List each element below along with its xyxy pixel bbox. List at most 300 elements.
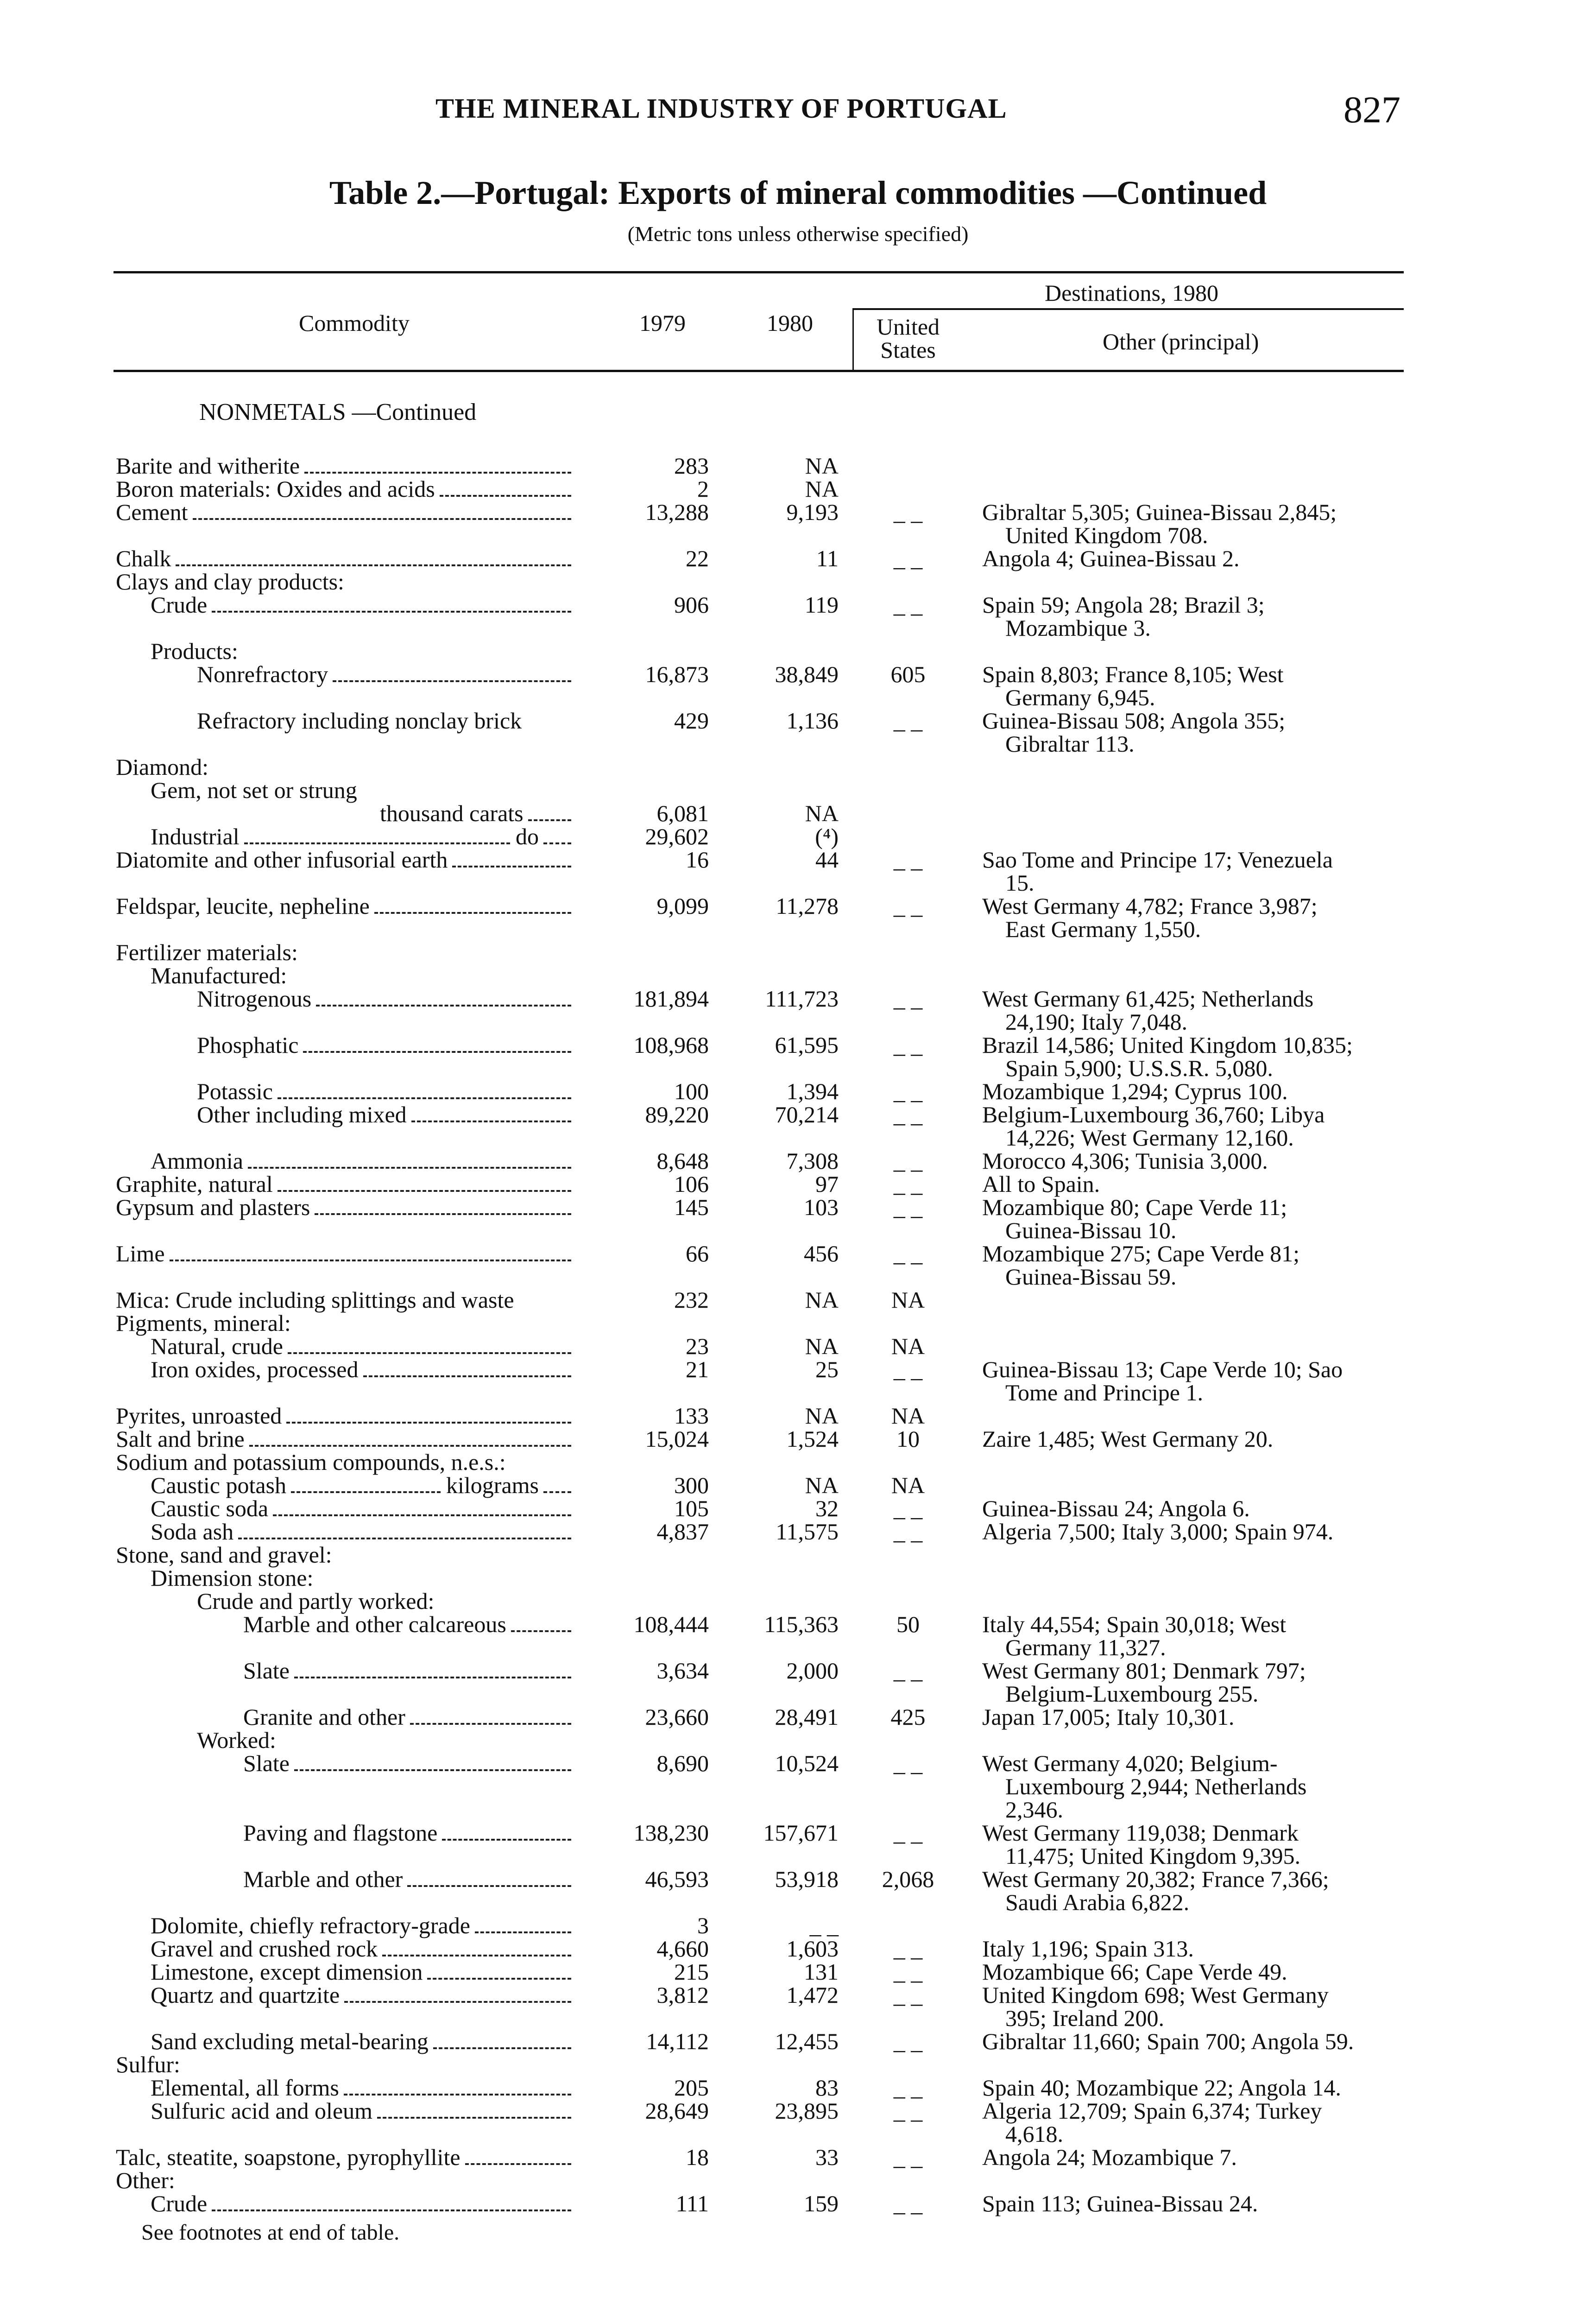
destination-line: Germany 6,945. [1005,684,1155,710]
dot-leader [278,1082,571,1099]
commodity-cell [116,1288,577,1311]
dot-leader [333,665,571,682]
other-destinations [982,1868,1445,1914]
destination-line: Japan 17,005; Italy 10,301. [982,1704,1235,1730]
commodity-label: Nonrefractory [197,661,328,687]
commodity-label: Other including mixed [197,1102,407,1127]
commodity-cell [151,2099,577,2122]
destination-line: Morocco 4,306; Tunisia 3,000. [982,1148,1268,1174]
commodity-cell [116,477,577,500]
table-footnote: See footnotes at end of table. [141,2220,400,2245]
other-destinations [982,1821,1445,1868]
table-row [0,2098,1596,2147]
commodity-cell [116,1242,577,1265]
value-1979: 2 [697,476,709,502]
commodity-cell [151,1520,577,1543]
value-1979: 105 [674,1495,709,1521]
commodity-cell [116,1196,577,1219]
value-united-states: _ _ [893,2190,923,2216]
commodity-cell [243,1821,577,1844]
commodity-label: Sodium and potassium compounds, n.e.s.: [116,1449,506,1475]
value-1979: 906 [674,592,709,618]
value-1980: 159 [804,2190,839,2216]
commodity-cell [116,500,577,524]
commodity-cell [151,1474,577,1497]
value-united-states: _ _ [893,1495,923,1521]
value-1980: 456 [804,1241,839,1266]
value-united-states: _ _ [893,847,923,873]
destination-line: Guinea-Bissau 10. [1005,1217,1177,1243]
destination-line: East Germany 1,550. [1005,916,1201,942]
value-1980: 131 [804,1959,839,1985]
destination-line: Spain 8,803; France 8,105; West [982,661,1284,687]
value-united-states: 605 [890,661,926,687]
destination-line: 2,346. [1005,1797,1063,1823]
commodity-cell [243,1613,577,1636]
value-1979: 232 [674,1287,709,1313]
dot-leader [273,1499,571,1516]
destination-line: Gibraltar 113. [1005,731,1135,757]
unit-label: do [516,823,539,849]
other-destinations [982,663,1445,709]
dot-leader [212,2194,571,2211]
value-1980: 83 [815,2075,839,2101]
value-1979: 46,593 [645,1866,709,1892]
value-1980: 28,491 [775,1704,839,1730]
commodity-cell [197,1080,577,1103]
dot-leader [294,1754,571,1771]
other-destinations [982,2076,1445,2099]
commodity-cell [151,1335,577,1358]
destination-line: 4,618. [1005,2121,1063,2147]
dot-leader [475,1916,571,1933]
destination-line: Saudi Arabia 6,822. [1005,1889,1190,1915]
commodity-cell [116,1450,506,1474]
value-1979: 66 [686,1241,709,1266]
col-header-destinations: Destinations, 1980 [1045,280,1218,306]
other-destinations [982,709,1445,755]
destination-line: 14,226; West Germany 12,160. [1005,1125,1294,1151]
dot-leader [433,2032,571,2049]
value-1980: 38,849 [775,661,839,687]
other-destinations [982,500,1445,547]
commodity-label: Phosphatic [197,1032,299,1058]
value-1980: NA [805,1472,839,1498]
other-destinations [982,1983,1445,2030]
commodity-label: Marble and other calcareous [243,1611,506,1637]
commodity-cell [151,1914,577,1937]
dot-leader [374,896,571,914]
col-header-united-states-line2: States [880,337,936,363]
dot-leader [244,827,510,844]
table-row [0,1982,1596,2031]
col-header-commodity: Commodity [299,310,410,336]
value-1979: 3 [697,1912,709,1938]
dot-leader [511,1614,571,1632]
other-destinations [982,593,1445,639]
other-destinations [982,1705,1445,1728]
value-1980: 1,472 [786,1982,839,2008]
value-united-states: _ _ [893,1750,923,1776]
commodity-label: Elemental, all forms [151,2075,339,2101]
dot-leader [176,549,571,566]
value-1980: 11,575 [776,1519,839,1545]
destination-line: Mozambique 3. [1005,615,1151,641]
destination-line: Mozambique 275; Cape Verde 81; [982,1241,1300,1266]
other-destinations [982,1427,1445,1450]
value-united-states: _ _ [893,1658,923,1684]
destination-line: Algeria 12,709; Spain 6,374; Turkey [982,2098,1322,2124]
commodity-cell [116,2169,175,2192]
value-united-states: _ _ [893,1171,923,1197]
table-row [0,592,1596,641]
destination-line: Brazil 14,586; United Kingdom 10,835; [982,1032,1353,1058]
dot-leader [543,1475,571,1493]
value-1980: 157,671 [763,1820,839,1846]
value-1980: 1,524 [786,1426,839,1452]
table-title: Table 2.—Portugal: Exports of mineral commodities —Continued [329,174,1267,211]
dot-leader [465,2147,571,2165]
other-destinations [982,1196,1445,1242]
dot-leader [528,804,571,821]
commodity-label: Cement [116,499,188,525]
value-1979: 9,099 [656,893,709,919]
dot-leader [377,2101,571,2119]
commodity-cell [243,1705,577,1728]
commodity-label: Nitrogenous [197,986,312,1012]
value-1979: 106 [674,1171,709,1197]
col-header-1980: 1980 [767,310,813,336]
commodity-cell [116,1172,577,1196]
dot-leader [249,1429,571,1447]
table-row [0,1032,1596,1081]
destination-line: United Kingdom 708. [1005,522,1208,548]
value-1979: 15,024 [645,1426,709,1452]
value-united-states: _ _ [893,1241,923,1266]
destination-line: West Germany 20,382; France 7,366; [982,1866,1329,1892]
value-1979: 145 [674,1194,709,1220]
table-subtitle: (Metric tons unless otherwise specified) [627,222,969,246]
commodity-label: Marble and other [243,1866,403,1892]
value-united-states: _ _ [893,1078,923,1104]
value-1979: 8,690 [656,1750,709,1776]
commodity-label: Worked: [197,1727,276,1753]
table-row [0,1356,1596,1405]
value-1980: NA [805,1287,839,1313]
other-destinations [982,1358,1445,1404]
value-united-states: _ _ [893,1032,923,1058]
value-1980: 1,603 [786,1936,839,1962]
other-destinations [982,987,1445,1033]
commodity-cell [151,779,357,802]
other-destinations [982,2192,1445,2215]
destination-line: West Germany 119,038; Denmark [982,1820,1299,1846]
value-united-states: _ _ [893,1356,923,1382]
commodity-cell [116,2146,577,2169]
value-1980: 97 [815,1171,839,1197]
dot-leader [286,1406,571,1424]
value-1979: 205 [674,2075,709,2101]
value-united-states: _ _ [893,1982,923,2008]
other-destinations [982,1242,1445,1288]
other-destinations [982,1080,1445,1103]
commodity-cell [116,1404,577,1427]
destination-line: All to Spain. [982,1171,1100,1197]
destination-line: Algeria 7,500; Italy 3,000; Spain 974. [982,1519,1334,1545]
destination-line: Italy 44,554; Spain 30,018; West [982,1611,1287,1637]
commodity-label: Potassic [197,1078,273,1104]
commodity-label: Caustic soda [151,1495,269,1521]
destination-line: Italy 1,196; Spain 313. [982,1936,1194,1962]
commodity-cell [116,941,298,964]
commodity-label: Sand excluding metal-bearing [151,2028,429,2054]
value-1980: 23,895 [775,2098,839,2124]
other-destinations [982,547,1445,570]
commodity-cell [197,1103,577,1126]
other-destinations [982,1497,1445,1520]
dot-leader [291,1475,441,1493]
value-1979: 21 [686,1356,709,1382]
commodity-cell [197,987,577,1010]
commodity-label: Industrial [151,823,240,849]
destination-line: West Germany 801; Denmark 797; [982,1658,1306,1684]
value-united-states: _ _ [893,2144,923,2170]
value-united-states: NA [891,1287,925,1313]
commodity-cell [151,1566,313,1589]
other-destinations [982,1659,1445,1705]
commodity-cell [151,2192,577,2215]
col-header-united-states-line1: United [876,314,940,340]
other-destinations [982,1149,1445,1172]
commodity-label: Sulfur: [116,2051,180,2077]
commodity-label: Iron oxides, processed [151,1356,359,1382]
commodity-cell [151,639,238,663]
destination-line: Luxembourg 2,944; Netherlands [1005,1773,1307,1799]
destination-line: Belgium-Luxembourg 255. [1005,1681,1259,1707]
value-1979: 6,081 [656,800,709,826]
dot-leader [427,1962,571,1980]
table-row [0,1194,1596,1243]
dot-leader [410,1707,571,1725]
dot-leader [363,1360,572,1377]
value-1980: NA [805,1333,839,1359]
commodity-label: Fertilizer materials: [116,939,298,965]
commodity-cell [197,1728,276,1752]
commodity-label: Feldspar, leucite, nepheline [116,893,370,919]
value-1980: 10,524 [775,1750,839,1776]
value-united-states: _ _ [893,1194,923,1220]
other-destinations [982,848,1445,894]
value-1979: 429 [674,708,709,734]
commodity-label: Other: [116,2167,175,2193]
dot-leader [440,479,571,497]
value-united-states: _ _ [893,545,923,571]
dot-leader [382,1939,571,1956]
dot-leader [238,1522,571,1539]
value-1980: 44 [815,847,839,873]
destination-line: Mozambique 80; Cape Verde 11; [982,1194,1287,1220]
dot-leader [304,456,571,474]
other-destinations [982,1752,1445,1821]
commodity-label: Slate [243,1750,290,1776]
destination-line: Gibraltar 5,305; Guinea-Bissau 2,845; [982,499,1337,525]
table-row [0,1866,1596,1915]
col-header-other: Other (principal) [1103,329,1259,355]
value-1979: 13,288 [645,499,709,525]
commodity-label: Crude and partly worked: [197,1588,435,1614]
destination-line: West Germany 4,020; Belgium- [982,1750,1278,1776]
commodity-label: Crude [151,592,208,618]
commodity-cell [197,1589,434,1613]
value-1979: 133 [674,1403,709,1429]
destination-line: Angola 24; Mozambique 7. [982,2144,1237,2170]
value-united-states: _ _ [893,1519,923,1545]
value-1979: 22 [686,545,709,571]
commodity-cell [116,1543,332,1566]
other-destinations [982,1520,1445,1543]
commodity-label: Soda ash [151,1519,234,1545]
destination-line: Gibraltar 11,660; Spain 700; Angola 59. [982,2028,1354,2054]
commodity-label: Pigments, mineral: [116,1310,291,1336]
value-1980: (⁴) [815,823,839,849]
destination-line: 24,190; Italy 7,048. [1005,1009,1188,1035]
value-1980: 2,000 [786,1658,839,1684]
commodity-label: Caustic potash [151,1472,287,1498]
value-1979: 3,812 [656,1982,709,2008]
dot-leader [442,1823,571,1841]
value-united-states: _ _ [893,2028,923,2054]
table-row [0,499,1596,548]
commodity-cell [243,1659,577,1682]
destination-line: 11,475; United Kingdom 9,395. [1005,1843,1301,1869]
value-1979: 108,968 [633,1032,709,1058]
table-row [0,2192,1596,2220]
value-1980: NA [805,800,839,826]
commodity-cell [151,964,287,987]
table-row [0,661,1596,710]
commodity-label: Talc, steatite, soapstone, pyrophyllite [116,2144,461,2170]
table-row [0,1241,1596,1290]
destination-line: Sao Tome and Principe 17; Venezuela [982,847,1333,873]
value-united-states: 2,068 [882,1866,934,1892]
value-united-states: _ _ [893,2075,923,2101]
value-1979: 8,648 [656,1148,709,1174]
commodity-label: Boron materials: Oxides and acids [116,476,435,502]
commodity-cell [151,1983,577,2007]
value-united-states: NA [891,1472,925,1498]
commodity-cell [116,570,344,593]
destination-line: Spain 5,900; U.S.S.R. 5,080. [1005,1055,1273,1081]
value-1979: 108,444 [633,1611,709,1637]
value-1979: 3,634 [656,1658,709,1684]
commodity-cell [116,2053,180,2076]
destination-line: Tome and Principe 1. [1005,1380,1203,1405]
destination-line: Guinea-Bissau 508; Angola 355; [982,708,1286,734]
table-row [0,1820,1596,1869]
value-1980: 11,278 [776,893,839,919]
value-1979: 4,660 [656,1936,709,1962]
value-1979: 283 [674,453,709,479]
commodity-cell [151,1497,577,1520]
destination-line: Mozambique 66; Cape Verde 49. [982,1959,1287,1985]
value-1979: 23 [686,1333,709,1359]
value-1980: 9,193 [786,499,839,525]
commodity-label: Limestone, except dimension [151,1959,423,1985]
commodity-label: Crude [151,2190,208,2216]
value-1979: 111 [675,2190,709,2216]
destination-line: Guinea-Bissau 59. [1005,1264,1177,1290]
value-1980: 103 [804,1194,839,1220]
other-destinations [982,2099,1445,2146]
commodity-cell [197,709,577,732]
commodity-label: Diatomite and other infusorial earth [116,847,448,873]
destination-line: Belgium-Luxembourg 36,760; Libya [982,1102,1325,1127]
value-1979: 138,230 [633,1820,709,1846]
value-1979: 4,837 [656,1519,709,1545]
commodity-cell [380,802,577,825]
dot-leader [316,989,571,1007]
other-destinations [982,1937,1445,1960]
commodity-label: Lime [116,1241,165,1266]
commodity-label: Salt and brine [116,1426,245,1452]
commodity-label: Pyrites, unroasted [116,1403,282,1429]
commodity-label: Gem, not set or strung [151,777,357,803]
destination-line: 395; Ireland 200. [1005,2005,1164,2031]
other-destinations [982,894,1445,941]
commodity-label: Chalk [116,545,171,571]
value-1979: 16 [686,847,709,873]
running-title: THE MINERAL INDUSTRY OF PORTUGAL [435,93,1007,124]
commodity-label: Slate [243,1658,290,1684]
commodity-cell [151,1149,577,1172]
commodity-cell [243,1868,577,1891]
commodity-label: Diamond: [116,754,208,780]
dot-leader [248,1151,571,1169]
commodity-label: Clays and clay products: [116,569,344,595]
value-1979: 18 [686,2144,709,2170]
other-destinations [982,2030,1445,2053]
unit-label: kilograms [446,1472,539,1498]
destination-line: Zaire 1,485; West Germany 20. [982,1426,1274,1452]
value-1979: 29,602 [645,823,709,849]
value-united-states: _ _ [893,2098,923,2124]
commodity-cell [116,755,208,779]
dot-leader [411,1105,571,1122]
destination-line: United Kingdom 698; West Germany [982,1982,1329,2008]
destination-line: Guinea-Bissau 24; Angola 6. [982,1495,1250,1521]
commodity-cell [243,1752,577,1775]
value-1979: 215 [674,1959,709,1985]
commodity-label: Graphite, natural [116,1171,273,1197]
value-1979: 14,112 [646,2028,709,2054]
value-1979: 23,660 [645,1704,709,1730]
value-1980: 115,363 [764,1611,839,1637]
value-united-states: NA [891,1403,925,1429]
destination-line: West Germany 61,425; Netherlands [982,986,1314,1012]
value-1980: 1,136 [786,708,839,734]
commodity-cell [197,663,577,686]
table-row [0,1102,1596,1151]
commodity-cell [116,1311,291,1335]
destination-line: Guinea-Bissau 13; Cape Verde 10; Sao [982,1356,1343,1382]
other-destinations [982,1960,1445,1983]
commodity-label: Quartz and quartzite [151,1982,340,2008]
commodity-cell [116,894,577,918]
commodity-label: Natural, crude [151,1333,283,1359]
value-united-states: _ _ [893,1102,923,1127]
value-1980: 11 [816,545,839,571]
value-1980: 61,595 [775,1032,839,1058]
